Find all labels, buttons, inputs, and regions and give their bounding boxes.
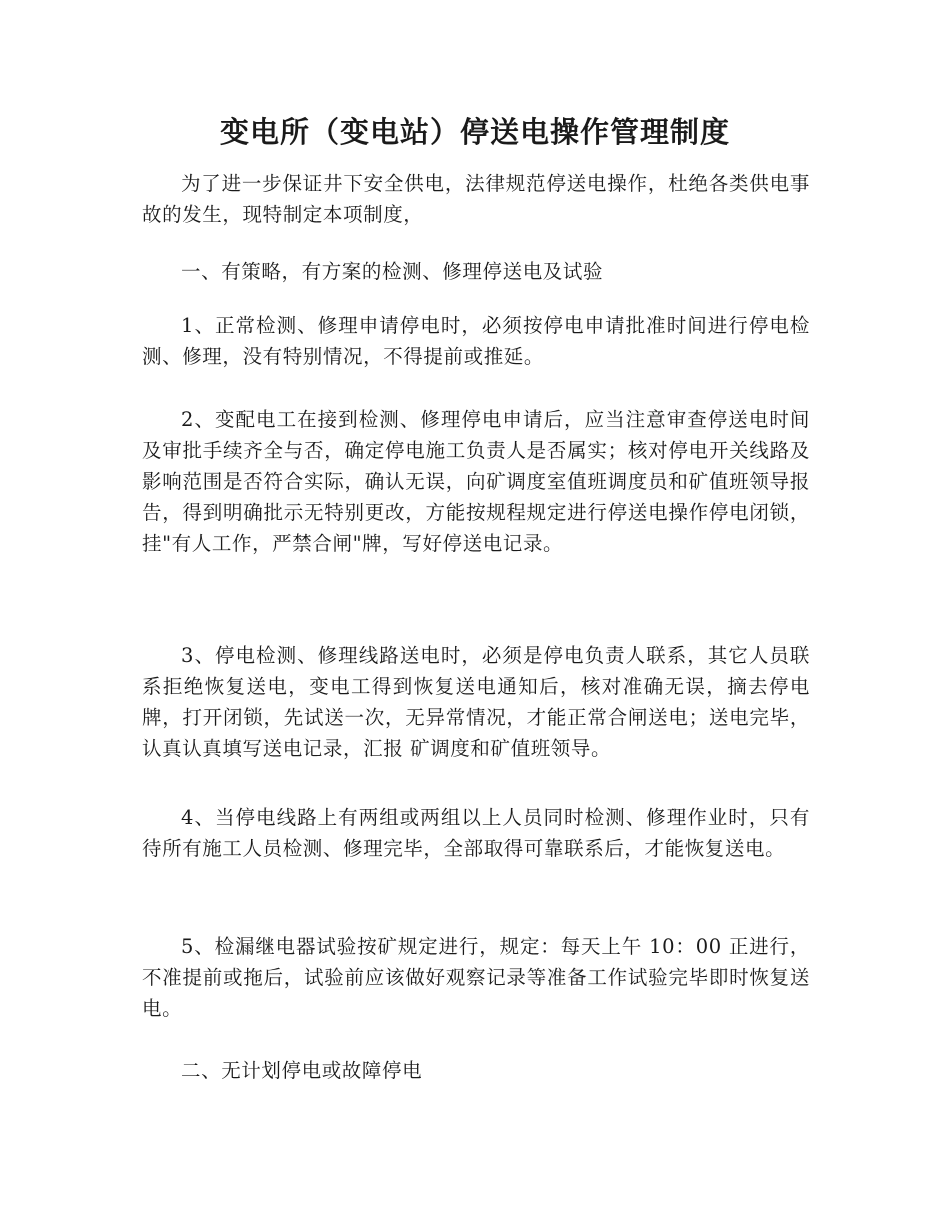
list-item-1: 1、正常检测、修理申请停电时，必须按停电申请批准时间进行停电检测、修理，没有特别情况，不得提前或推延。 xyxy=(142,314,810,368)
list-item-4: 4、当停电线路上有两组或两组以上人员同时检测、修理作业时，只有待所有施工人员检测、修理完毕，全部取得可靠联系后，才能恢复送电。 xyxy=(142,806,810,860)
document-title: 变电所（变电站）停送电操作管理制度 xyxy=(219,115,730,149)
list-item-2: 2、变配电工在接到检测、修理停电申请后，应当注意审查停送电时间及审批手续齐全与否，确定停电施工负责人是否属实；核对停电开关线路及影响范围是否符合实际，确认无误，向矿调度室值班调度员和矿值班领导报告，得到明确批示无特别更改，方能按规程规定进行停送电操作停电闭锁，挂"有人工作，严禁合闸"牌，写好停送电记录。 xyxy=(142,408,810,555)
section-heading-2: 二、无计划停电或故障停电 xyxy=(181,1059,423,1082)
list-item-3: 3、停电检测、修理线路送电时，必须是停电负责人联系，其它人员联系拒绝恢复送电，变电工得到恢复送电通知后，核对准确无误，摘去停电牌，打开闭锁，先试送一次，无异常情况，才能正常合闸送电；送电完毕，认真认真填写送电记录，汇报 矿调度和矿值班领导。 xyxy=(142,644,810,760)
section-heading-1: 一、有策略，有方案的检测、修理停送电及试验 xyxy=(181,260,604,283)
list-item-5: 5、检漏继电器试验按矿规定进行，规定：每天上午 10：00 正进行，不准提前或拖后，试验前应该做好观察记录等准备工作试验完毕即时恢复送电。 xyxy=(142,935,810,1020)
intro-paragraph: 为了进一步保证井下安全供电，法律规范停送电操作，杜绝各类供电事故的发生，现特制定本项制度， xyxy=(142,172,810,226)
